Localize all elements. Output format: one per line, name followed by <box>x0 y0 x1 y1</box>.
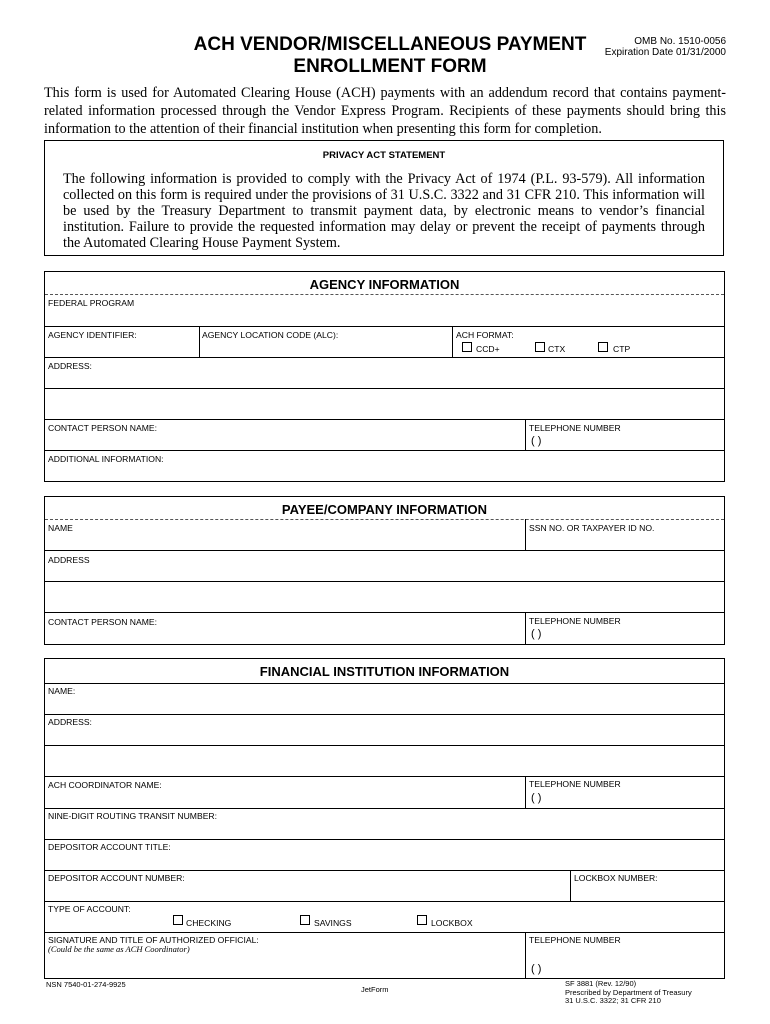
divider <box>45 776 724 777</box>
form-title-line2: ENROLLMENT FORM <box>293 56 487 77</box>
sig-telephone-area[interactable]: ( ) <box>531 963 542 975</box>
sf-number: SF 3881 (Rev. 12/90) <box>565 979 637 988</box>
payee-name-label: NAME <box>48 523 73 533</box>
divider <box>45 839 724 840</box>
lockbox-label: LOCKBOX <box>431 918 473 928</box>
ccd-checkbox[interactable] <box>462 342 472 352</box>
divider <box>45 450 724 451</box>
agency-identifier-label: AGENCY IDENTIFIER: <box>48 330 137 340</box>
account-number-label: DEPOSITOR ACCOUNT NUMBER: <box>48 873 185 883</box>
savings-checkbox[interactable] <box>300 915 310 925</box>
privacy-text: The following information is provided to comply with the Privacy Act of 1974 (P.L. 93-579). All information collected on this form is required under the provisions of 31 U.S.C. 3322 and 31 CFR 210. This information will be used by the Treasury Department to transmit payment data, by electronic means to vendor’s financial institution. Failure to provide the requested information may delay or prevent the receipt of payments through the Automated Clearing House Payment System. <box>63 171 705 251</box>
divider <box>45 581 724 582</box>
divider <box>45 419 724 420</box>
divider <box>45 357 724 358</box>
ctx-label: CTX <box>548 344 566 354</box>
account-type-label: TYPE OF ACCOUNT: <box>48 904 131 914</box>
divider <box>45 326 724 327</box>
divider <box>525 776 526 808</box>
payee-address-label: ADDRESS <box>48 555 90 565</box>
divider <box>45 745 724 746</box>
lockbox-checkbox[interactable] <box>417 915 427 925</box>
divider <box>525 419 526 450</box>
fi-telephone-area[interactable]: ( ) <box>531 792 542 804</box>
ctp-checkbox[interactable] <box>598 342 608 352</box>
ssn-label: SSN NO. OR TAXPAYER ID NO. <box>529 523 655 533</box>
divider <box>525 612 526 645</box>
omb-number: OMB No. 1510-0056 <box>634 36 726 47</box>
divider <box>45 870 724 871</box>
privacy-act-box <box>44 140 724 256</box>
divider <box>45 519 724 520</box>
divider <box>45 901 724 902</box>
divider <box>452 326 453 357</box>
additional-info-label: ADDITIONAL INFORMATION: <box>48 454 164 464</box>
coordinator-label: ACH COORDINATOR NAME: <box>48 780 162 790</box>
divider <box>570 870 571 901</box>
payee-telephone-label: TELEPHONE NUMBER <box>529 616 621 626</box>
intro-paragraph: This form is used for Automated Clearing House (ACH) payments with an addendum record that contains payment-related information processed through the Vendor Express Program. Recipients of these payments should bring this information to the attention of their financial institution when presenting this form for completion. <box>44 85 726 137</box>
prescribed-by: Prescribed by Department of Treasury <box>565 987 692 997</box>
form-title <box>150 34 630 78</box>
fi-telephone-label: TELEPHONE NUMBER <box>529 779 621 789</box>
signature-note: (Could be the same as ACH Coordinator) <box>48 944 190 954</box>
agency-address-label: ADDRESS: <box>48 361 92 371</box>
savings-label: SAVINGS <box>314 918 352 928</box>
divider <box>45 683 724 684</box>
divider <box>45 294 724 295</box>
divider <box>45 714 724 715</box>
expiration-date: Expiration Date 01/31/2000 <box>604 47 726 58</box>
checking-checkbox[interactable] <box>173 915 183 925</box>
signature-label: SIGNATURE AND TITLE OF AUTHORIZED OFFICIAL: <box>48 935 259 945</box>
payee-heading: PAYEE/COMPANY INFORMATION <box>281 502 488 517</box>
agency-contact-label: CONTACT PERSON NAME: <box>48 423 158 433</box>
lockbox-number-label: LOCKBOX NUMBER: <box>574 873 658 883</box>
omb-block <box>605 36 726 58</box>
agency-heading: AGENCY INFORMATION <box>309 277 460 292</box>
agency-telephone-label: TELEPHONE NUMBER <box>529 423 621 433</box>
financial-heading: FINANCIAL INSTITUTION INFORMATION <box>259 664 510 679</box>
ctp-label: CTP <box>613 344 631 354</box>
financial-section <box>44 658 725 979</box>
divider <box>45 388 724 389</box>
alc-label: AGENCY LOCATION CODE (ALC): <box>202 330 339 340</box>
divider <box>45 808 724 809</box>
account-title-label: DEPOSITOR ACCOUNT TITLE: <box>48 842 171 852</box>
fi-name-label: NAME: <box>48 686 76 696</box>
agency-section <box>44 271 725 482</box>
payee-section <box>44 496 725 645</box>
agency-telephone-area[interactable]: ( ) <box>531 435 542 447</box>
sig-telephone-label: TELEPHONE NUMBER <box>529 935 621 945</box>
form-title-line1: ACH VENDOR/MISCELLANEOUS PAYMENT <box>193 34 587 55</box>
cfr-reference: 31 U.S.C. 3322; 31 CFR 210 <box>565 996 661 1005</box>
divider <box>45 932 724 933</box>
form-id-block <box>565 980 692 1006</box>
divider <box>45 612 724 613</box>
checking-label: CHECKING <box>186 918 232 928</box>
routing-label: NINE-DIGIT ROUTING TRANSIT NUMBER: <box>48 811 218 821</box>
payee-telephone-area[interactable]: ( ) <box>531 628 542 640</box>
ach-format-label: ACH FORMAT: <box>456 330 514 340</box>
jetform-label: JetForm <box>361 985 389 994</box>
ccd-label: CCD+ <box>476 344 500 354</box>
payee-contact-label: CONTACT PERSON NAME: <box>48 617 158 627</box>
divider <box>525 932 526 979</box>
divider <box>45 550 724 551</box>
divider <box>525 519 526 550</box>
privacy-heading: PRIVACY ACT STATEMENT <box>322 150 446 161</box>
ctx-checkbox[interactable] <box>535 342 545 352</box>
divider <box>199 326 200 357</box>
federal-program-label: FEDERAL PROGRAM <box>48 298 135 308</box>
nsn-number: NSN 7540-01-274-9925 <box>46 980 126 989</box>
fi-address-label: ADDRESS: <box>48 717 92 727</box>
